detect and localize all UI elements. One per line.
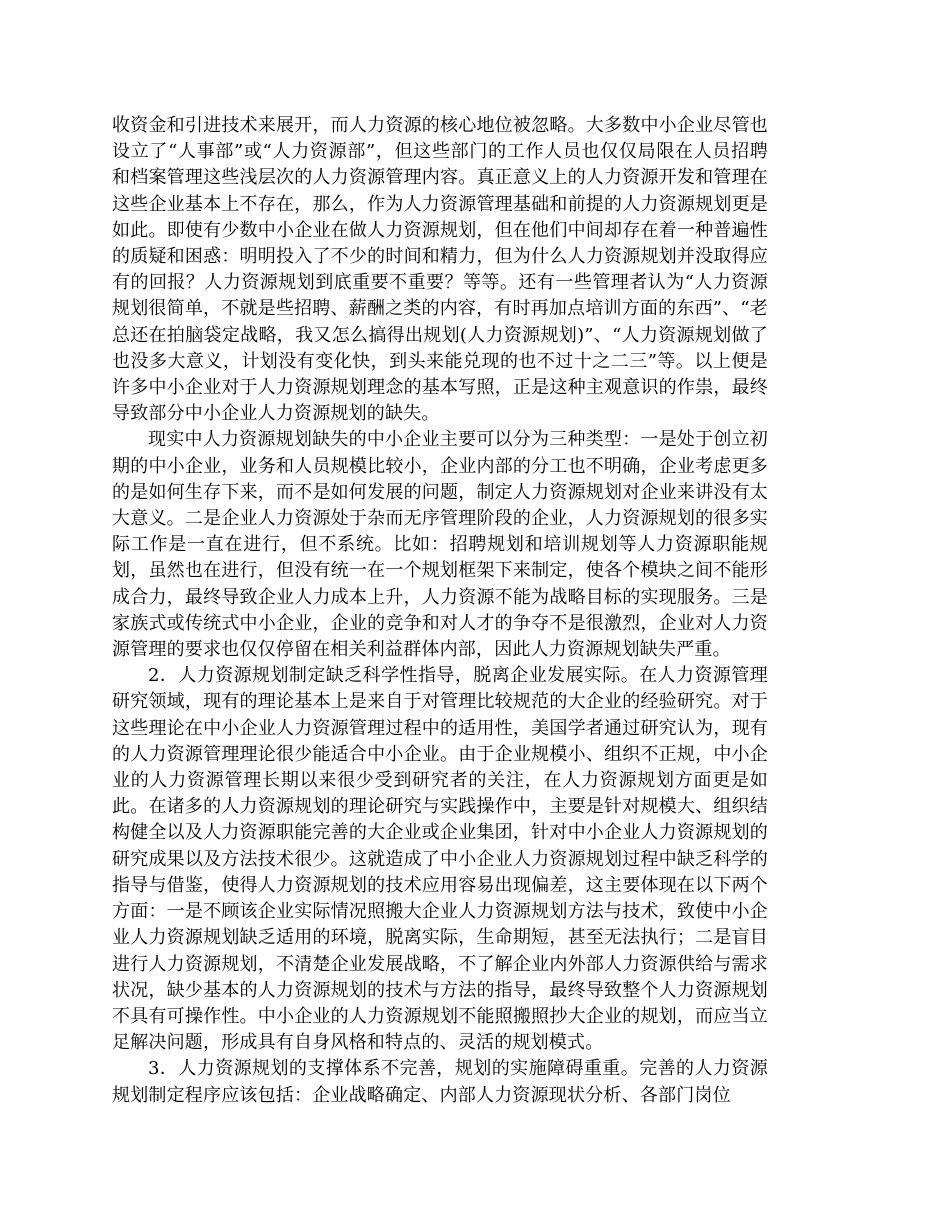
paragraph-2: 现实中人力资源规划缺失的中小企业主要可以分为三种类型：一是处于创立初期的中小企业，业务和人员规模比较小，企业内部的分工也不明确，企业考虑更多的是如何生存下来，而不是如何发展的问题，制定人力资源规划对企业来讲没有太大意义。二是企业人力资源处于杂而无序管理阶段的企业，人力资源规划的很多实际工作是一直在进行，但不系统。比如：招聘规划和培训规划等人力资源职能规划，虽然也在进行，但没有统一在一个规划框架下来制定，使各个模块之间不能形成合力，最终导致企业人力成本上升，人力资源不能为战略目标的实现服务。三是家族式或传统式中小企业，企业的竞争和对人才的争夺不是很激烈，企业对人力资源管理的要求也仅仅停留在相关利益群体内部，因此人力资源规划缺失严重。 <box>112 429 768 661</box>
document-body <box>112 113 768 1109</box>
paragraph-4: 3．人力资源规划的支撑体系不完善，规划的实施障碍重重。完善的人力资源规划制定程序应该包括：企业战略确定、内部人力资源现状分析、各部门岗位 <box>112 1058 768 1106</box>
paragraph-3: 2．人力资源规划制定缺乏科学性指导，脱离企业发展实际。在人力资源管理研究领域，现有的理论基本上是来自于对管理比较规范的大企业的经验研究。对于这些理论在中小企业人力资源管理过程中的适用性，美国学者通过研究认为，现有的人力资源管理理论很少能适合中小企业。由于企业规模小、组织不正规，中小企业的人力资源管理长期以来很少受到研究者的关注，在人力资源规划方面更是如此。在诸多的人力资源规划的理论研究与实践操作中，主要是针对规模大、组织结构健全以及人力资源职能完善的大企业或企业集团，针对中小企业人力资源规划的研究成果以及方法技术很少。这就造成了中小企业人力资源规划过程中缺乏科学的指导与借鉴，使得人力资源规划的技术应用容易出现偏差，这主要体现在以下两个方面：一是不顾该企业实际情况照搬大企业人力资源规划方法与技术，致使中小企业人力资源规划缺乏适用的环境，脱离实际，生命期短，甚至无法执行；二是盲目进行人力资源规划，不清楚企业发展战略，不了解企业内外部人力资源供给与需求状况，缺少基本的人力资源规划的技术与方法的指导，最终导致整个人力资源规划不具有可操作性。中小企业的人力资源规划不能照搬照抄大企业的规划，而应当立足解决问题，形成具有自身风格和特点的、灵活的规划模式。 <box>112 665 768 1054</box>
paragraph-1: 收资金和引进技术来展开，而人力资源的核心地位被忽略。大多数中小企业尽管也设立了“人事部”或“人力资源部”，但这些部门的工作人员也仅仅局限在人员招聘和档案管理这些浅层次的人力资源管理内容。真正意义上的人力资源开发和管理在这些企业基本上不存在，那么，作为人力资源管理基础和前提的人力资源规划更是如此。即使有少数中小企业在做人力资源规划，但在他们中间却存在着一种普遍性的质疑和困惑：明明投入了不少的时间和精力，但为什么人力资源规划并没取得应有的回报？人力资源规划到底重要不重要？等等。还有一些管理者认为“人力资源规划很简单，不就是些招聘、薪酬之类的内容，有时再加点培训方面的东西”、“老总还在拍脑袋定战略，我又怎么搞得出规划(人力资源规划)”、“人力资源规划做了也没多大意义，计划没有变化快，到头来能兑现的也不过十之二三”等。以上便是许多中小企业对于人力资源规划理念的基本写照，正是这种主观意识的作祟，最终导致部分中小企业人力资源规划的缺失。 <box>112 115 768 425</box>
